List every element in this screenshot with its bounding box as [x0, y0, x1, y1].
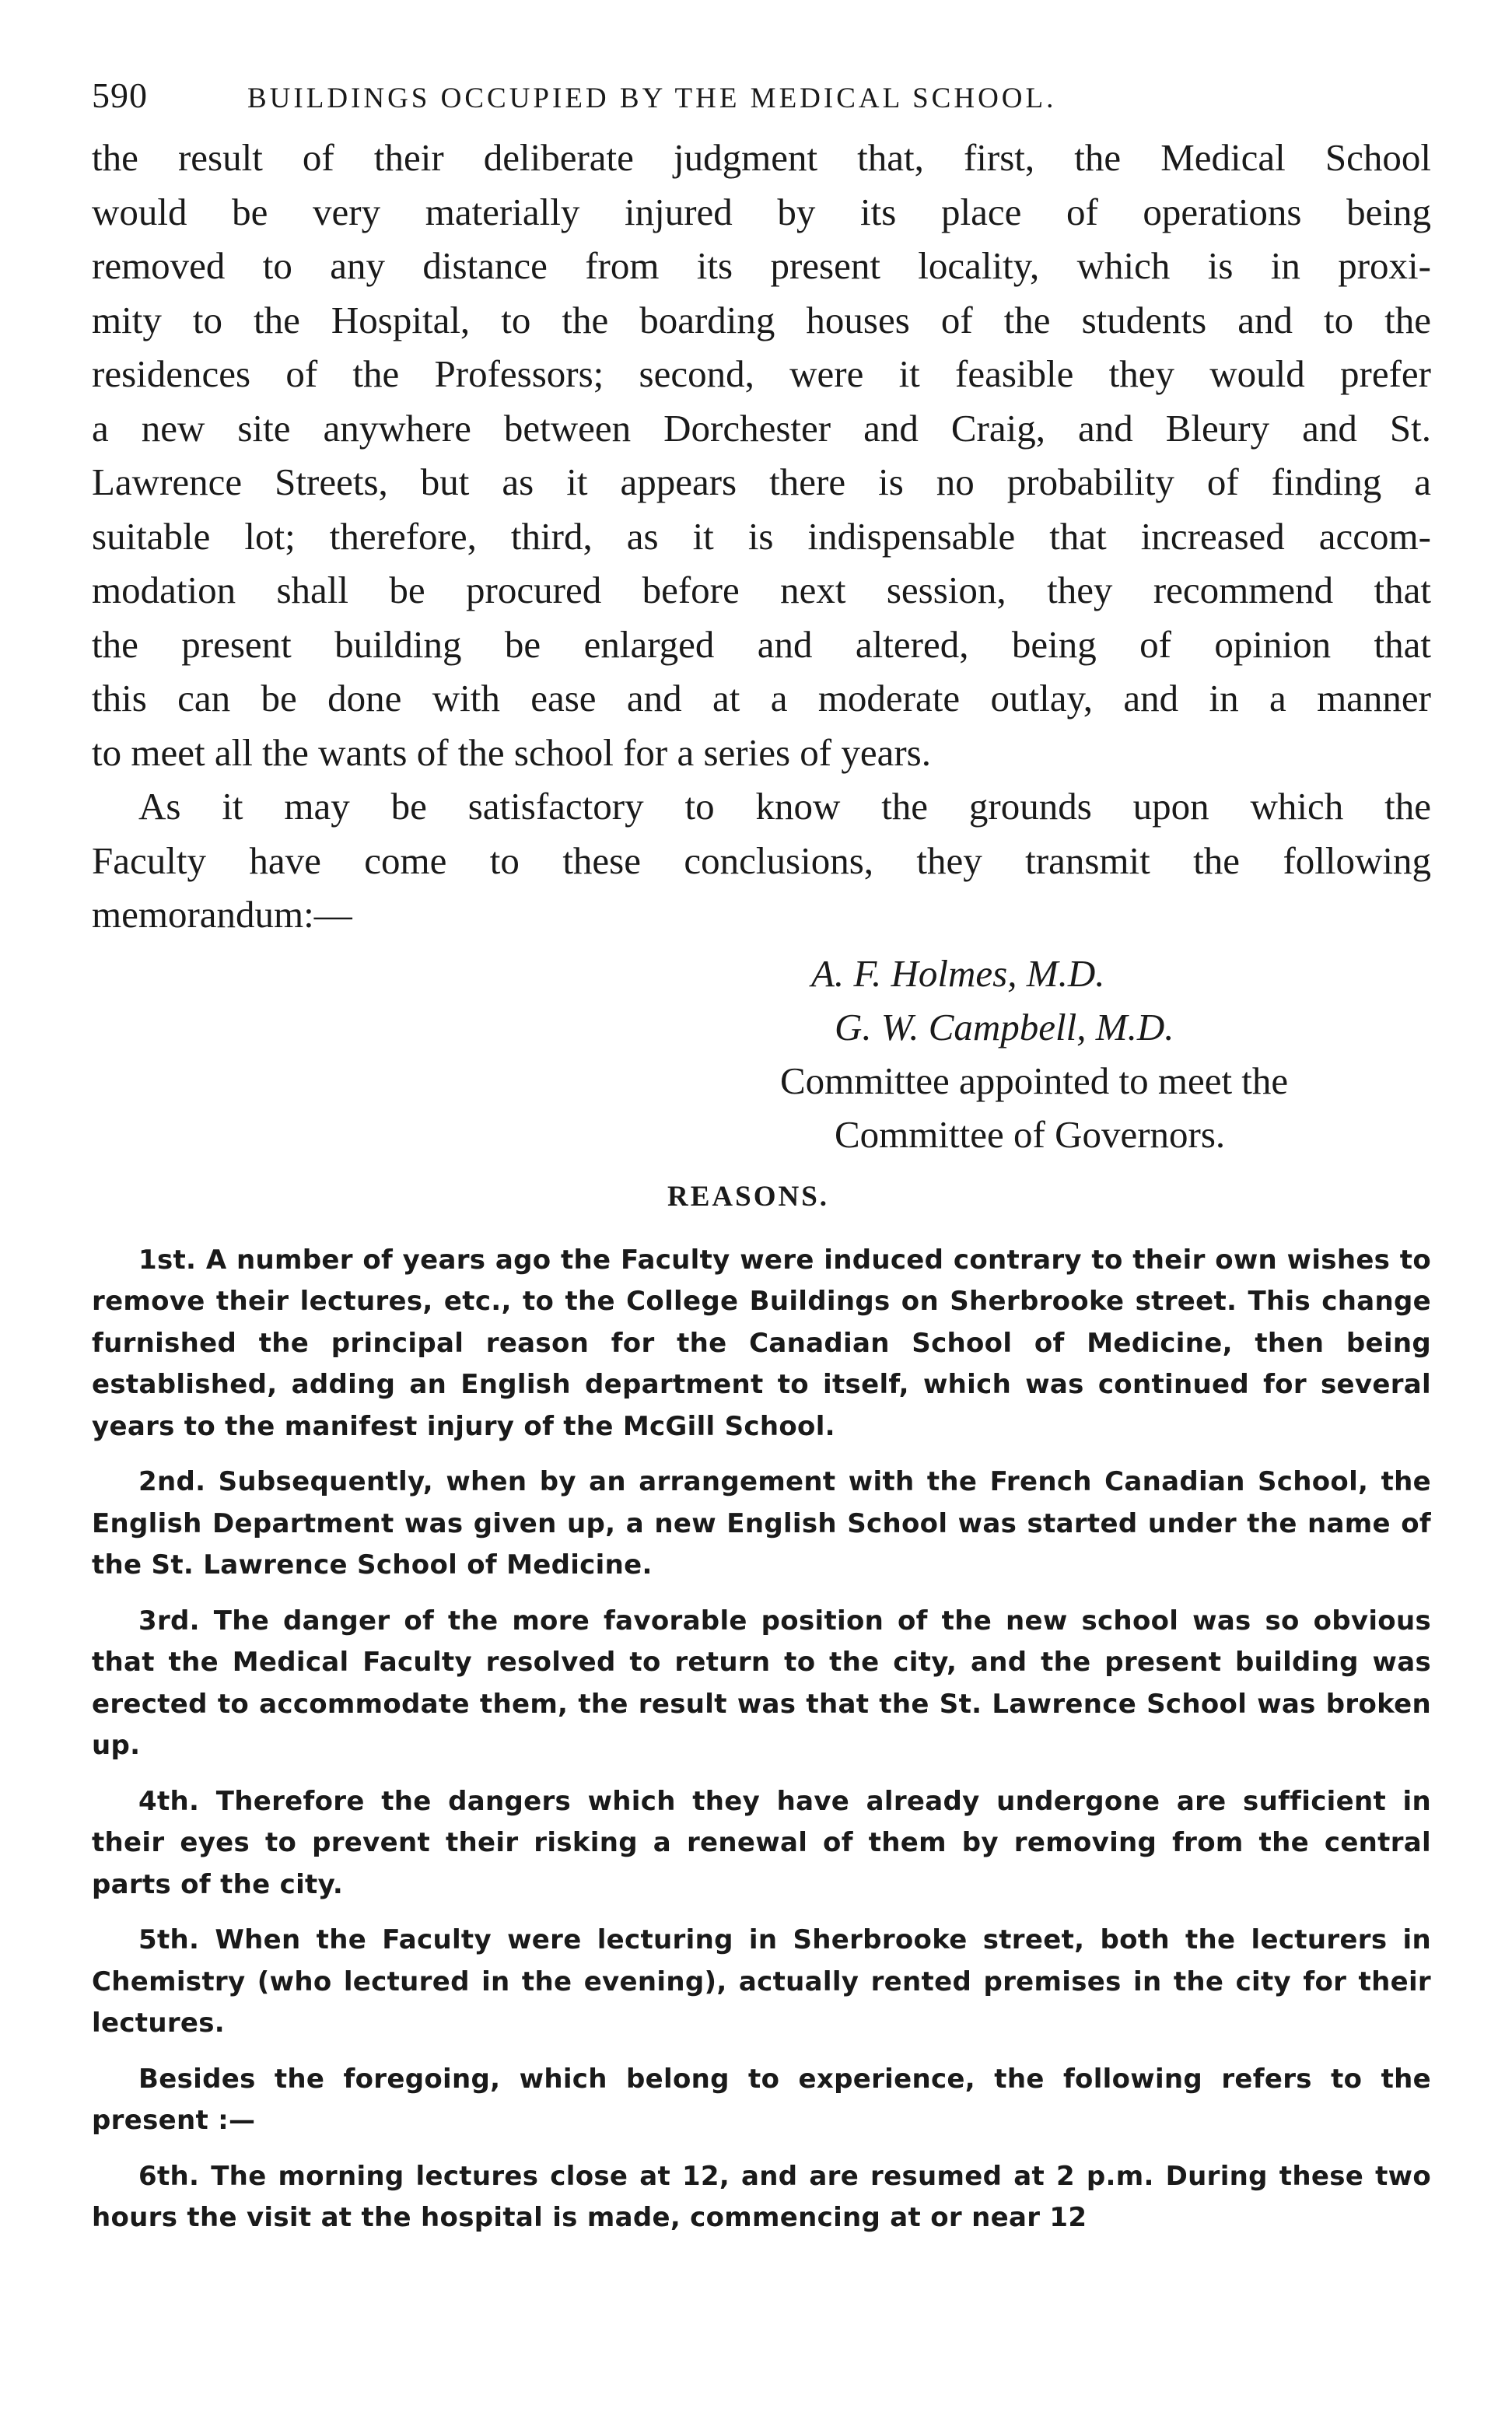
running-head [92, 75, 1431, 131]
signatory-campbell: G. W. Campbell, M.D. [835, 1005, 1174, 1048]
document-page [92, 75, 1431, 2408]
reason-4: 4th. Therefore the dangers which they have already undergone are sufficient in their eyes to prevent their risking a renewal of them by removing from the central parts of the city. [92, 1785, 1431, 1900]
text-line: suitable lot; therefore, third, as it is indispensable that increased accom- [92, 514, 1431, 558]
text-line: removed to any distance from its present locality, which is in proxi- [92, 244, 1431, 287]
signature-block [92, 947, 1431, 1161]
text-line: mity to the Hospital, to the boarding houses of the students and to the [92, 298, 1431, 341]
running-title: BUILDINGS OCCUPIED BY THE MEDICAL SCHOOL. [247, 82, 1057, 114]
body-text [92, 131, 1431, 942]
text-line: As it may be satisfactory to know the grounds upon which the [138, 785, 1431, 828]
reason-1: 1st. A number of years ago the Faculty were induced contrary to their own wishes to remove their lectures, etc., to the College Buildings on Sherbrooke street. This change furnished the principal reason for the Canadian School of Medicine, then being established, adding an English department to itself, which was continued for several years to the manifest injury of the McGill School. [92, 1244, 1431, 1442]
reasons-heading: REASONS. [667, 1180, 830, 1213]
text-line: a new site anywhere between Dorchester and Craig, and Bleury and St. [92, 406, 1431, 450]
paragraph-2 [92, 779, 1431, 942]
reasons-list [92, 1240, 1431, 2239]
text-line: the result of their deliberate judgment that, first, the Medical School [92, 136, 1431, 179]
reason-2: 2nd. Subsequently, when by an arrangement with the French Canadian School, the English Department was given up, a new English School was started under the name of the St. Lawrence School of Medicine. [92, 1466, 1431, 1581]
text-line: to meet all the wants of the school for a series of years. [92, 730, 932, 774]
text-line: memorandum:— [92, 893, 352, 936]
signatory-holmes: A. F. Holmes, M.D. [811, 951, 1105, 995]
page-number: 590 [92, 75, 148, 115]
reason-5: 5th. When the Faculty were lecturing in Sherbrooke street, both the lecturers in Chemistry (who lectured in the evening), actually rented premises in the city for their lectures. [92, 1924, 1431, 2039]
committee-role-line-1: Committee appointed to meet the [780, 1059, 1289, 1102]
text-line: the present building be enlarged and altered, being of opinion that [92, 622, 1431, 666]
committee-role-line-2: Committee of Governors. [835, 1112, 1226, 1156]
reason-3: 3rd. The danger of the more favorable position of the new school was so obvious that the Medical Faculty resolved to return to the city, and the present building was erected to accommodate them, the result was that the St. Lawrence School was broken up. [92, 1605, 1431, 1761]
text-line: residences of the Professors; second, were it feasible they would prefer [92, 352, 1431, 395]
reasons-transition: Besides the foregoing, which belong to experience, the following refers to the present :— [92, 2063, 1431, 2136]
text-line: this can be done with ease and at a moderate outlay, and in a manner [92, 677, 1431, 719]
text-line: Faculty have come to these conclusions, they transmit the following [92, 838, 1431, 882]
paragraph-1 [92, 131, 1431, 779]
text-line: would be very materially injured by its place of operations being [92, 190, 1431, 233]
text-line: Lawrence Streets, but as it appears there is no probability of finding a [92, 460, 1431, 503]
reason-6: 6th. The morning lectures close at 12, and are resumed at 2 p.m. During these two hours the visit at the hospital is made, commencing at or near 12 [92, 2160, 1431, 2233]
text-line: modation shall be procured before next session, they recommend that [92, 569, 1431, 611]
